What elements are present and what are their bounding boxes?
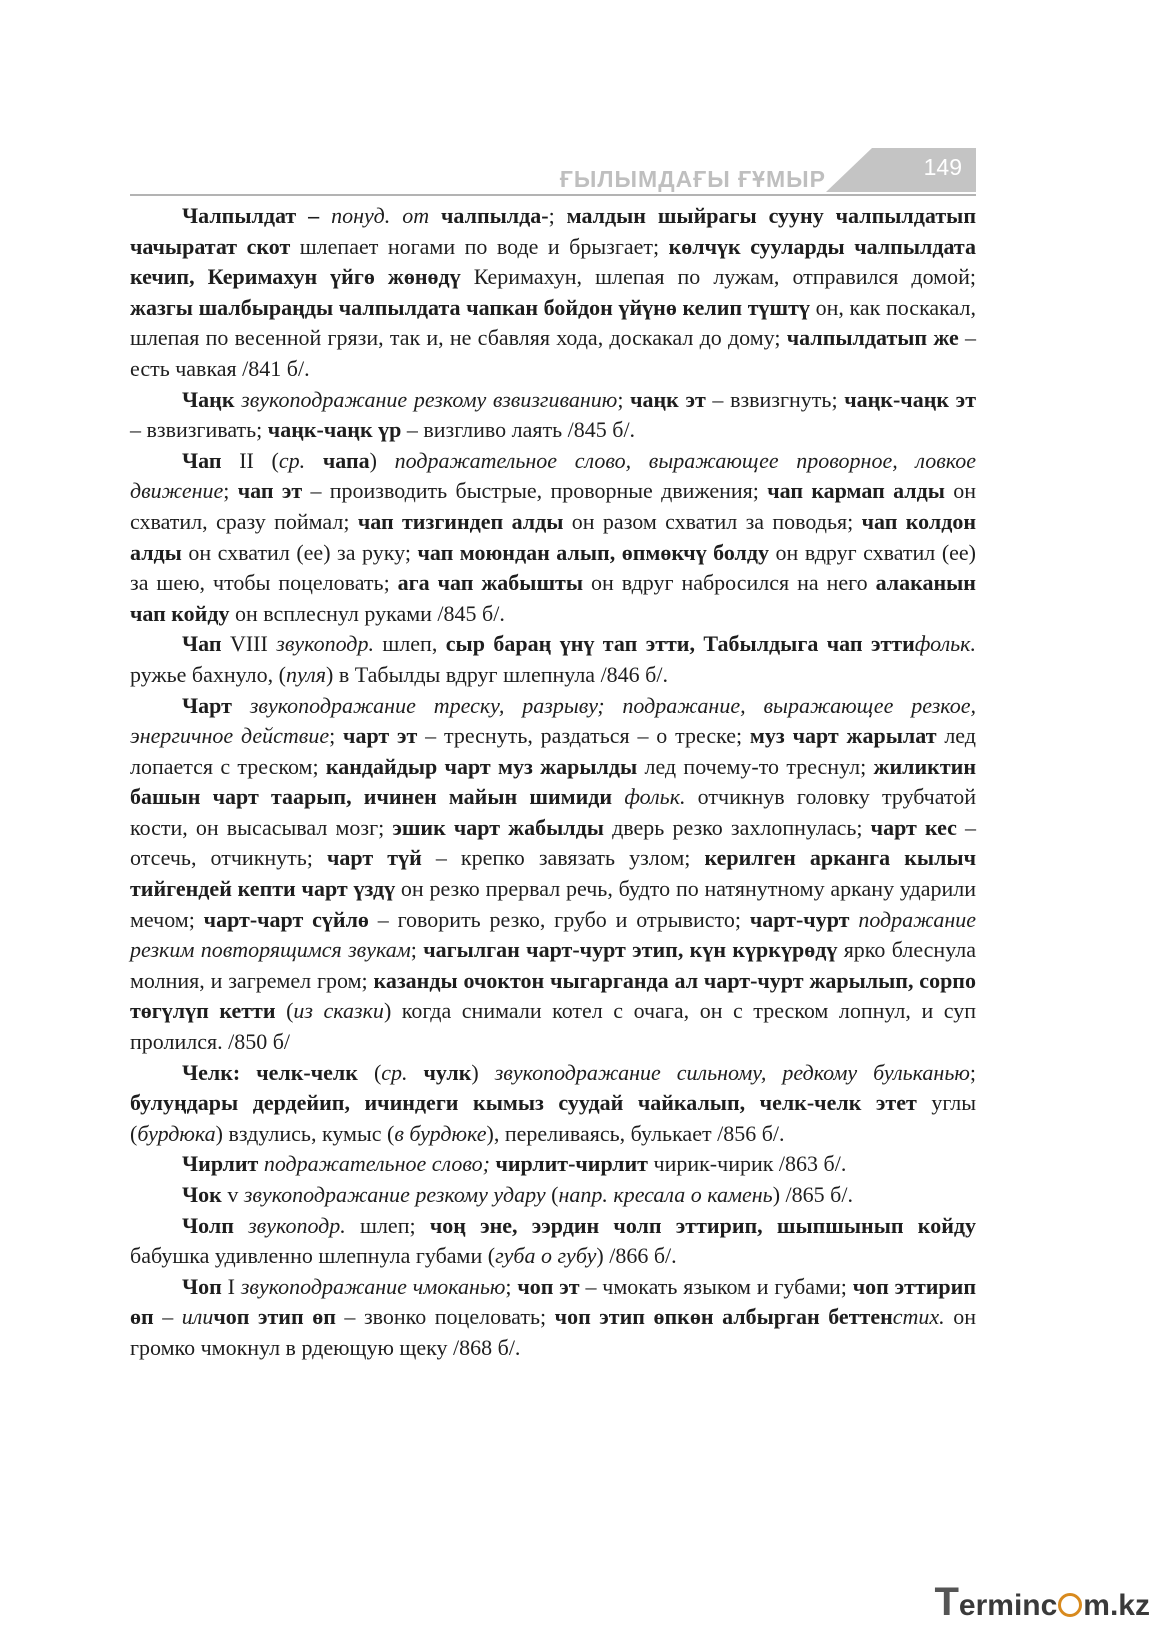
entry-headword: көлчүк сууларды чалпылдата кечип, Керимахун үйгө жөнөдү — [130, 233, 976, 290]
page-header — [130, 146, 976, 196]
entry-headword: малдын шыйрагы сууну чалпылдатып чачыратат скот — [130, 203, 976, 259]
entry-headword: чап моюндан алып, өпмөкчү болду — [417, 539, 770, 565]
entry-headword: керилген арканга кылыч тийгендей кепти чарт үздү — [130, 845, 976, 902]
entry-headword: Чарт — [182, 692, 232, 718]
entry-text: ; — [329, 723, 344, 749]
entry-headword: чарт кес — [870, 814, 957, 840]
entry-text: он вдруг схватил (ее) за шею, чтобы поцеловать; — [130, 539, 976, 596]
entry-gloss-italic: ср. — [278, 447, 306, 473]
page-number-tab — [826, 146, 976, 192]
entry-text — [612, 784, 624, 809]
entry-headword: чапа — [322, 447, 370, 473]
entry-text: ) когда снимали котел с очага, он с треском лопнул, и суп пролился. /850 б/ — [130, 998, 977, 1055]
entry-headword: чап тизгиндеп алды — [357, 508, 564, 534]
entry-headword: чарт эт — [343, 723, 418, 749]
entry-text: – взвизгивать; — [130, 417, 268, 443]
entry-text: он разом схватил за поводья; — [563, 508, 862, 534]
entry-gloss-italic: звукоподражание чмоканью — [240, 1273, 506, 1299]
dictionary-entry — [130, 446, 976, 630]
entry-text: он вдруг набросился на него — [583, 570, 876, 596]
entry-text: ), переливаясь, булькает /856 б/. — [486, 1120, 785, 1146]
entry-headword: чап эт — [237, 478, 303, 504]
entry-headword: Челк: челк-челк — [182, 1059, 358, 1085]
entry-headword: Чаңк — [182, 386, 235, 412]
entry-text: он схватил (ее) за руку; — [181, 539, 418, 565]
entry-headword: чарт-чурт — [749, 906, 850, 932]
entry-text — [232, 693, 250, 718]
entry-text: ) /865 б/. — [772, 1182, 853, 1207]
entry-headword: ага чап жабышты — [397, 570, 584, 596]
entry-headword: чалпылдатып же — [786, 325, 959, 351]
entry-gloss-italic: из сказки — [293, 998, 384, 1024]
entry-headword: чалпылда- — [441, 203, 549, 228]
dictionary-entry — [130, 1058, 976, 1150]
entry-headword: Чалпылдат – — [182, 203, 320, 228]
entry-gloss-italic: звукоподражание треску, разрыву; подражание, выражающее резкое, энергичное действие — [130, 692, 977, 749]
entry-text: – отсечь, отчикнуть; — [130, 814, 977, 871]
termincom-logo — [934, 1580, 1150, 1625]
entry-text — [849, 907, 858, 932]
entry-text: ; — [548, 203, 567, 228]
entry-headword: чагылган чарт-чурт этип, күн күркүрөдү — [423, 937, 838, 963]
entry-text: ) /866 б/. — [596, 1243, 677, 1269]
entry-headword: чоң эне, ээрдин чолп эттирип, шыпшынып койду — [429, 1212, 976, 1238]
entry-headword: чап кармап алды — [767, 478, 945, 504]
entry-text: – — [153, 1304, 182, 1330]
entry-text: ) в Табылды вдруг шлепнула /846 б/. — [326, 661, 668, 687]
entry-headword: чап колдон алды — [130, 508, 977, 565]
entry-gloss-italic: понуд. от — [331, 203, 430, 228]
entry-text — [305, 448, 323, 473]
entry-headword: чаңк эт — [630, 386, 706, 412]
entry-gloss-italic: стих. — [892, 1304, 945, 1330]
entry-text: лед лопается с треском; — [130, 723, 976, 779]
entry-headword: Чап — [182, 447, 222, 473]
entry-gloss-italic: бурдюка — [137, 1120, 216, 1146]
entry-gloss-italic: фольк. — [624, 784, 686, 810]
entry-gloss-italic: звукоподр. — [248, 1212, 346, 1238]
entry-text: ; — [617, 386, 631, 412]
entry-text: – визгливо лаять /845 б/. — [401, 417, 636, 443]
entry-gloss-italic: звукоподражание резкому взвизгиванию — [241, 386, 618, 412]
entry-text: лед почему-то треснул; — [637, 753, 874, 779]
entry-text: он всплеснул руками /845 б/. — [229, 600, 505, 626]
entry-gloss-italic: подражание резким повторящимся звукам — [130, 906, 977, 963]
entry-text: ( — [545, 1182, 559, 1207]
entry-text: углы ( — [130, 1090, 976, 1146]
logo-domain: m.kz — [1083, 1589, 1150, 1622]
entry-text: ; — [969, 1059, 976, 1085]
entry-gloss-italic: или — [181, 1304, 214, 1330]
entry-text: ружье бахнуло, ( — [130, 661, 286, 687]
entry-headword: Чолп — [182, 1212, 234, 1238]
entry-text: чирик-чирик /863 б/. — [648, 1151, 847, 1177]
entry-headword: Чок — [182, 1182, 222, 1207]
entry-headword: казанды очоктон чыгарганда ал чарт-чурт жарылып, сорпо төгүлүп кетти — [130, 967, 976, 1024]
dictionary-entries — [130, 201, 976, 1364]
entry-text: – говорить резко, грубо и отрывисто; — [368, 906, 750, 932]
dictionary-entry — [130, 691, 976, 1058]
running-title: ҒЫЛЫМДАҒЫ ҒҰМЫР — [559, 166, 826, 192]
entry-headword: муз чарт жарылат — [749, 723, 937, 749]
entry-text: ) — [369, 447, 395, 473]
entry-gloss-italic: звукоподражание резкому удару — [243, 1182, 546, 1207]
entry-gloss-italic: подражательное слово; — [263, 1151, 490, 1177]
entry-headword: алаканын чап койду — [130, 570, 976, 626]
entry-text: он схватил, сразу поймал; — [130, 478, 976, 534]
entry-text: ; — [410, 937, 424, 963]
logo-text: erminc — [958, 1589, 1058, 1622]
entry-text: II ( — [221, 447, 279, 473]
entry-headword: чаңк-чаңк эт — [844, 386, 976, 412]
dictionary-entry — [130, 1149, 976, 1180]
entry-text — [319, 203, 331, 228]
logo-letter-t: T — [934, 1580, 959, 1624]
entry-text: дверь резко захлопнулась; — [603, 814, 871, 840]
entry-text: ) — [471, 1059, 495, 1085]
entry-text — [408, 1060, 424, 1085]
entry-gloss-italic: напр. кресала о камень — [558, 1182, 773, 1207]
dictionary-entry — [130, 1211, 976, 1272]
entry-headword: Чап — [182, 631, 222, 657]
entry-text: он резко прервал речь, будто по натянутному аркану ударили мечом; — [130, 876, 976, 932]
entry-text: отчикнув головку трубчатой кости, он высасывал мозг; — [130, 784, 977, 840]
entry-text: I — [221, 1273, 241, 1299]
entry-headword: жазгы шалбыраңды чалпылдата чапкан бойдон үйүнө келип түштү — [130, 294, 810, 320]
dictionary-entry — [130, 1272, 976, 1364]
entry-gloss-italic: губа о губу — [495, 1243, 597, 1269]
entry-text: VIII — [221, 631, 277, 657]
entry-text — [234, 1213, 248, 1238]
dictionary-entry — [130, 629, 976, 690]
entry-text: – звонко поцеловать; — [335, 1304, 555, 1330]
entry-headword: чоп эттирип өп — [130, 1273, 977, 1330]
entry-headword: чирлит-чирлит — [495, 1151, 648, 1177]
entry-text: шлеп, — [373, 631, 446, 657]
entry-gloss-italic: ср. — [381, 1059, 408, 1085]
entry-text: ; — [223, 478, 238, 504]
entry-text: – крепко завязать узлом; — [421, 845, 705, 871]
entry-text: ( — [275, 998, 294, 1024]
entry-headword: эшик чарт жабылды — [392, 814, 604, 840]
entry-text: ) вздулись, кумыс ( — [215, 1120, 395, 1146]
entry-text: – чмокать языком и губами; — [579, 1273, 853, 1299]
entry-text: он громко чмокнул в рдеющую щеку /868 б/. — [130, 1304, 977, 1360]
entry-headword: кандайдыр чарт муз жарылды — [325, 753, 638, 779]
entry-text: Керимахун, шлепая по лужам, отправился домой; — [460, 264, 976, 290]
entry-gloss-italic: подражательное слово, выражающее проворное, ловкое движение — [130, 447, 977, 504]
entry-headword: сыр бараң үнү тап этти, Табылдыга чап этти — [445, 631, 915, 657]
dictionary-entry — [130, 201, 976, 385]
entry-gloss-italic: в бурдюке — [394, 1120, 487, 1146]
header-rule — [130, 194, 976, 196]
entry-headword: чоп эт — [517, 1273, 580, 1299]
entry-text: шлепает ногами по воде и брызгает; — [290, 233, 669, 259]
entry-text: ярко блеснула молния, и загремел гром; — [130, 937, 976, 993]
entry-headword: жиликтин башын чарт таарып, ичинен майын шимиди — [130, 753, 976, 810]
entry-text: ( — [357, 1059, 382, 1085]
entry-headword: чарт-чарт сүйлө — [203, 906, 369, 932]
entry-gloss-italic: пуля — [286, 661, 326, 687]
entry-headword: булуңдары дердейип, ичиндеги кымыз суудай чайкалып, челк-челк этет — [130, 1090, 917, 1116]
entry-gloss-italic: фольк. — [914, 631, 976, 657]
entry-headword: чаңк-чаңк үр — [267, 417, 402, 443]
entry-headword: Чирлит — [182, 1151, 259, 1177]
entry-gloss-italic: звукоподр. — [276, 631, 374, 657]
entry-text: бабушка удивленно шлепнула губами ( — [130, 1243, 496, 1269]
dictionary-entry — [130, 385, 976, 446]
entry-headword: чоп этип өпкөн албырган беттен — [554, 1304, 893, 1330]
entry-headword: чулк — [423, 1059, 472, 1085]
page-number: 149 — [923, 154, 962, 180]
entry-text: – треснуть, раздаться – о треске; — [417, 723, 750, 749]
entry-headword: чарт түй — [327, 845, 422, 871]
entry-headword: чоп этип өп — [213, 1304, 336, 1330]
dictionary-entry — [130, 1180, 976, 1211]
entry-text: – взвизгнуть; — [705, 386, 845, 412]
entry-gloss-italic: звукоподражание сильному, редкому бульканью — [494, 1059, 970, 1085]
entry-text: ; — [505, 1273, 518, 1299]
logo-circle-icon — [1058, 1593, 1082, 1617]
entry-text — [429, 203, 441, 228]
entry-text: – есть чавкая /841 б/. — [130, 325, 976, 381]
entry-text: шлеп; — [345, 1212, 430, 1238]
entry-text: – производить быстрые, проворные движения; — [302, 478, 768, 504]
entry-text: он, как поскакал, шлепая по весенной грязи, так и, не сбавляя хода, доскакал до дому; — [130, 294, 976, 351]
entry-headword: Чоп — [182, 1273, 222, 1299]
entry-text: v — [221, 1182, 244, 1207]
